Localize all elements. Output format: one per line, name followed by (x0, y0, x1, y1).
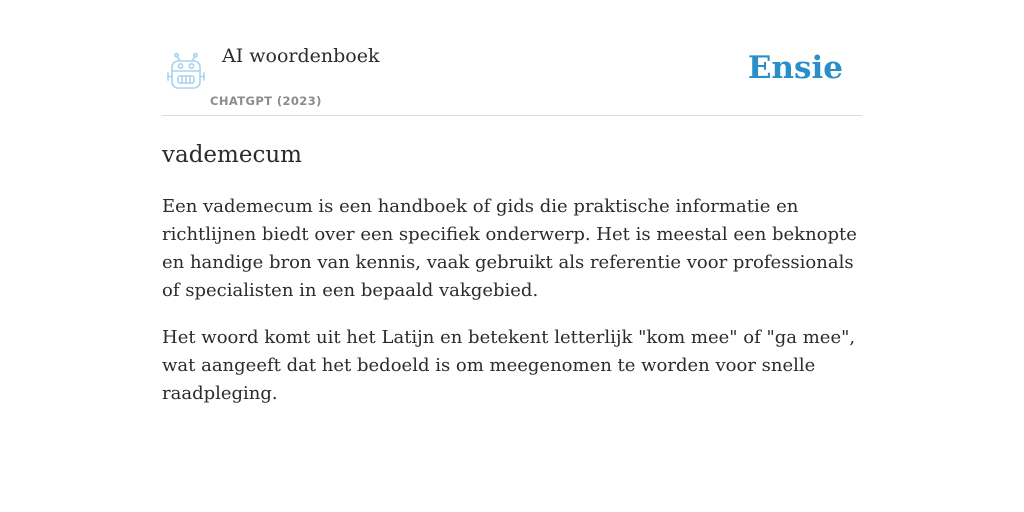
dictionary-title[interactable]: AI woordenboek (222, 45, 380, 67)
definition-paragraph: Het woord komt uit het Latijn en betekent letterlijk "kom mee" of "ga mee", wat aangeeft dat het bedoeld is om meegenomen te worden voor snelle raadpleging. (162, 327, 856, 404)
card-header (162, 0, 862, 116)
entry-word: vademecum (162, 142, 302, 168)
brand-logo[interactable]: Ensie (747, 50, 843, 86)
definition-text (162, 193, 862, 408)
definition-paragraph: Een vademecum is een handboek of gids die praktische informatie en richtlijnen biedt over een specifiek onderwerp. Het is meestal een beknopte en handige bron van kennis, vaak gebruikt als referentie voor professionals of specialisten in een bepaald vakgebied. (162, 196, 857, 301)
robot-icon (166, 52, 206, 90)
definition-card (162, 0, 862, 408)
source-label: CHATGPT (2023) (210, 94, 322, 108)
